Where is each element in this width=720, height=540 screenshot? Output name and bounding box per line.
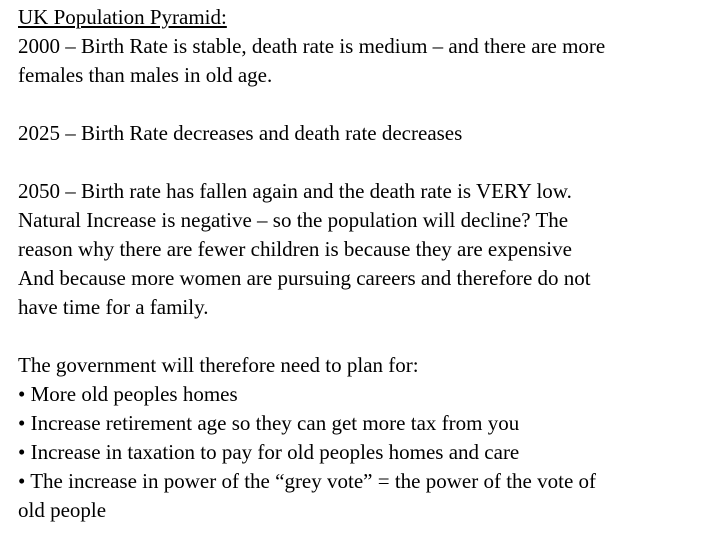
paragraph-spacer (18, 90, 708, 119)
document-title: UK Population Pyramid: (18, 5, 227, 29)
section-2000-line-2: females than males in old age. (18, 63, 273, 87)
paragraph-spacer (18, 148, 708, 177)
government-plan-heading: The government will therefore need to plan for: (18, 353, 419, 377)
bullet-item: • The increase in power of the “grey vote” = the power of the vote of (18, 469, 597, 493)
section-2025-line-1: 2025 – Birth Rate decreases and death rate decreases (18, 121, 463, 145)
section-2050-line-3: reason why there are fewer children is because they are expensive (18, 237, 572, 261)
section-2050-line-4: And because more women are pursuing careers and therefore do not (18, 266, 591, 290)
bullet-item: • More old peoples homes (18, 382, 238, 406)
paragraph-spacer (18, 322, 708, 351)
section-2050-line-5: have time for a family. (18, 295, 209, 319)
section-2050-line-2: Natural Increase is negative – so the population will decline? The (18, 208, 569, 232)
bullet-item: • Increase in taxation to pay for old peoples homes and care (18, 440, 520, 464)
bullet-item: • Increase retirement age so they can get more tax from you (18, 411, 520, 435)
bullet-item-continuation: old people (18, 498, 107, 522)
section-2000-line-1: 2000 – Birth Rate is stable, death rate is medium – and there are more (18, 34, 606, 58)
section-2050-line-1: 2050 – Birth rate has fallen again and the death rate is VERY low. (18, 179, 572, 203)
document-body (18, 3, 708, 525)
